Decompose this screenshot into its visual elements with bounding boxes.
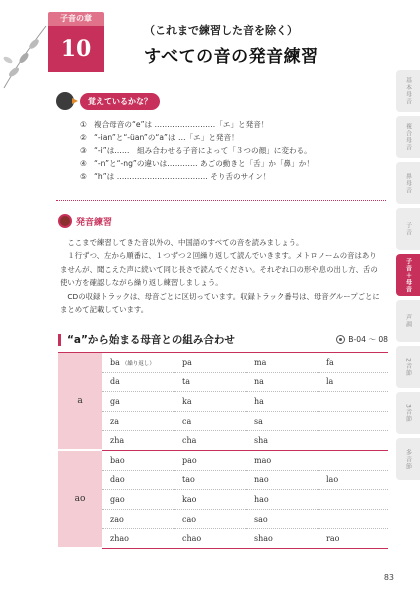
syllable-cell: zao bbox=[102, 509, 174, 529]
page-subtitle: （これまで練習した音を除く） bbox=[144, 24, 298, 37]
syllable-cell: la bbox=[318, 372, 388, 392]
syllable-cell: zhao bbox=[102, 529, 174, 549]
side-tab[interactable]: 子音 bbox=[396, 208, 420, 250]
bird-icon bbox=[56, 92, 74, 110]
syllable-cell: ma bbox=[246, 353, 318, 373]
chapter-label: 子音の章 bbox=[48, 12, 104, 26]
syllable-cell: bao bbox=[102, 450, 174, 470]
syllable-cell: shao bbox=[246, 529, 318, 549]
pinyin-table bbox=[58, 352, 388, 549]
table-row bbox=[58, 431, 388, 451]
instructions-text bbox=[60, 236, 384, 316]
side-tab[interactable]: 2音節 bbox=[396, 346, 420, 388]
syllable-cell: chao bbox=[174, 529, 246, 549]
syllable-cell: sao bbox=[246, 509, 318, 529]
side-tab[interactable]: 多音節 bbox=[396, 438, 420, 480]
syllable-cell: nao bbox=[246, 470, 318, 490]
syllable-cell: pa bbox=[174, 353, 246, 373]
review-item: ④ “-n”と“-ng”の違いは………… あごの動きと「舌」か「鼻」か！ bbox=[80, 159, 314, 168]
syllable-cell: ba （繰り返し） bbox=[102, 353, 174, 373]
repeat-note: （繰り返し） bbox=[121, 360, 155, 367]
syllable-cell: zha bbox=[102, 431, 174, 451]
table-row bbox=[58, 509, 388, 529]
side-tab[interactable]: 基本母音 bbox=[396, 70, 420, 112]
table-row bbox=[58, 470, 388, 490]
side-tab[interactable]: 鼻母音 bbox=[396, 162, 420, 204]
review-item: ① 複合母音の“e”は ……………………「エ」と発音！ bbox=[80, 120, 269, 129]
paragraph: １行ずつ、左から順番に、１つずつ２回繰り返して読んでいきます。メトロノームの音はありませんが、聞こえた声に続いて同じ長さで読んでください。それぞれ口の形や息の出し方、舌の使い方を確認しながら繰り返し練習しましょう。 bbox=[60, 251, 378, 288]
review-label: 覚えているかな？ bbox=[80, 93, 160, 110]
syllable-cell bbox=[318, 431, 388, 451]
page-number: 83 bbox=[383, 573, 394, 582]
group-label: a bbox=[58, 353, 102, 451]
side-tab[interactable]: 複合母音 bbox=[396, 116, 420, 158]
table-row bbox=[58, 450, 388, 470]
syllable-cell bbox=[318, 411, 388, 431]
side-tab[interactable]: 声調 bbox=[396, 300, 420, 342]
syllable-cell: ha bbox=[246, 392, 318, 412]
syllable-cell: fa bbox=[318, 353, 388, 373]
subsection-title: “a”から始まる母音との組み合わせ bbox=[67, 334, 235, 346]
section-header bbox=[58, 214, 112, 228]
leaf-decoration bbox=[0, 20, 50, 90]
chapter-number: 10 bbox=[48, 26, 104, 72]
syllable-cell: cha bbox=[174, 431, 246, 451]
subsection-header bbox=[58, 332, 388, 347]
syllable-cell: ga bbox=[102, 392, 174, 412]
syllable-cell: gao bbox=[102, 490, 174, 510]
syllable-cell: pao bbox=[174, 450, 246, 470]
review-item: ⑤ “h”は ……………………………… そり舌のサイン！ bbox=[80, 172, 271, 181]
review-item: ③ “-i”は…… 組み合わせる子音によって「３つの顔」に変わる。 bbox=[80, 146, 312, 155]
side-tab[interactable]: 3音節 bbox=[396, 392, 420, 434]
review-item: ② “-ian”と“-üan”の“a”は …「エ」と発音！ bbox=[80, 133, 239, 142]
review-header bbox=[56, 92, 160, 110]
track-number: B-04 ～ 08 bbox=[348, 335, 388, 344]
page-title: すべての音の発音練習 bbox=[144, 47, 319, 67]
table-row bbox=[58, 392, 388, 412]
syllable-cell bbox=[318, 509, 388, 529]
speaker-avatar-icon bbox=[58, 214, 72, 228]
syllable-cell: ta bbox=[174, 372, 246, 392]
cd-track bbox=[336, 334, 388, 345]
table-row bbox=[58, 353, 388, 373]
syllable-cell: sa bbox=[246, 411, 318, 431]
syllable-cell: ca bbox=[174, 411, 246, 431]
divider bbox=[56, 200, 386, 201]
review-list bbox=[80, 118, 314, 183]
table-row bbox=[58, 411, 388, 431]
syllable-cell: mao bbox=[246, 450, 318, 470]
syllable-cell: na bbox=[246, 372, 318, 392]
syllable-cell: cao bbox=[174, 509, 246, 529]
syllable-cell bbox=[318, 490, 388, 510]
section-label: 発音練習 bbox=[76, 217, 113, 228]
accent-bar bbox=[58, 334, 61, 346]
cd-icon bbox=[336, 335, 345, 344]
syllable-cell bbox=[318, 392, 388, 412]
syllable-cell: hao bbox=[246, 490, 318, 510]
table-row bbox=[58, 372, 388, 392]
syllable-cell: rao bbox=[318, 529, 388, 549]
table-row bbox=[58, 490, 388, 510]
paragraph: CDの収録トラックは、母音ごとに区切っています。収録トラック番号は、母音グループごとにまとめて記載しています。 bbox=[60, 291, 380, 315]
syllable-cell bbox=[318, 450, 388, 470]
syllable-cell: da bbox=[102, 372, 174, 392]
syllable-cell: lao bbox=[318, 470, 388, 490]
syllable-cell: za bbox=[102, 411, 174, 431]
paragraph: ここまで練習してきた音以外の、中国語のすべての音を読みましょう。 bbox=[60, 238, 304, 247]
side-index-tabs bbox=[396, 70, 420, 484]
group-label: ao bbox=[58, 450, 102, 548]
syllable-cell: kao bbox=[174, 490, 246, 510]
syllable-cell: dao bbox=[102, 470, 174, 490]
side-tab-active[interactable]: 子音＋母音 bbox=[396, 254, 420, 296]
syllable-cell: ka bbox=[174, 392, 246, 412]
table-row bbox=[58, 529, 388, 549]
syllable-cell: tao bbox=[174, 470, 246, 490]
syllable-cell: sha bbox=[246, 431, 318, 451]
